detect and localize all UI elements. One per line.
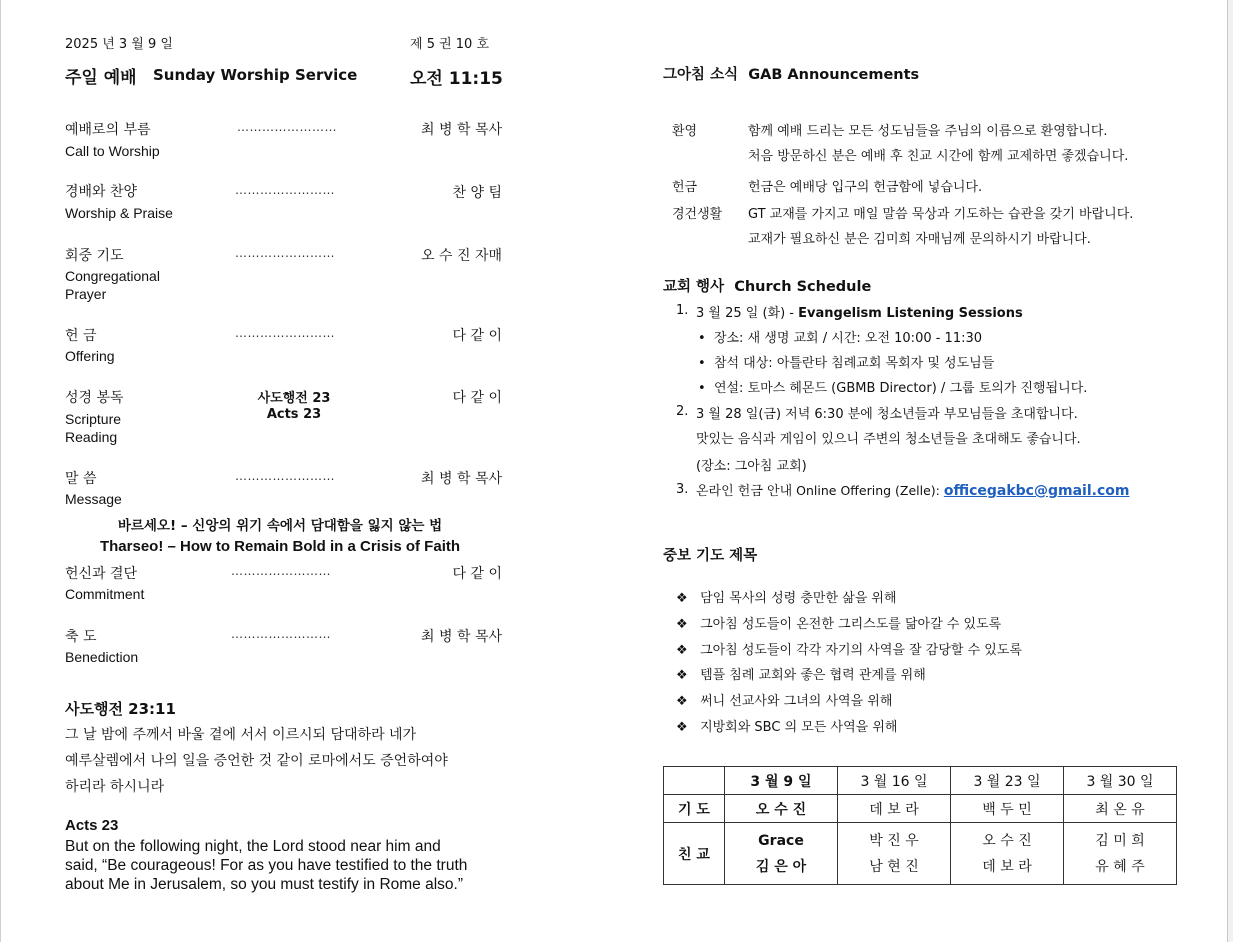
prayer-item: [676, 587, 897, 606]
service-time: 오전 11:15: [410, 69, 503, 89]
table-cell: [951, 823, 1064, 885]
table-date-cell: 3 월 23 일: [951, 767, 1064, 795]
verse-en-line: But on the following night, the Lord stood near him and: [65, 838, 441, 855]
order-leader: 최 병 학 목사: [421, 471, 502, 487]
verse-en-ref: Acts 23: [65, 817, 119, 834]
table-date-cell: 3 월 16 일: [838, 767, 951, 795]
order-ko: 축 도: [65, 629, 97, 645]
announcement-text: 헌금은 예배당 입구의 헌금함에 넣습니다.: [748, 180, 983, 195]
diamond-bullet-icon: ❖: [676, 720, 688, 735]
order-leader: 최 병 학 목사: [421, 122, 502, 138]
schedule-event: Evangelism Listening Sessions: [798, 306, 1023, 321]
order-dots: ……………………: [237, 120, 337, 134]
verse-ko-line: 예루살렘에서 나의 일을 증언한 것 같이 로마에서도 증언하여야: [65, 753, 448, 769]
announcements-title: [663, 63, 919, 84]
schedule-title: [663, 275, 871, 296]
table-cell-line: 남 현 진: [869, 858, 919, 875]
announcement-label: 환영: [672, 124, 698, 139]
order-dots: ……………………: [235, 326, 335, 340]
order-leader: 최 병 학 목사: [421, 629, 502, 645]
table-cell-line: 데 보 라: [982, 858, 1032, 875]
schedule-num: 3.: [676, 482, 689, 497]
duty-table: [663, 766, 1177, 885]
diamond-bullet-icon: ❖: [676, 591, 688, 606]
page-left-edge: [0, 0, 1, 942]
order-ko: 경배와 찬양: [65, 184, 138, 200]
service-title-ko: 주일 예배: [65, 68, 137, 88]
table-cell-line: 김 은 아: [755, 858, 807, 875]
table-cell-line: Grace: [758, 832, 804, 849]
schedule-item-3: [696, 480, 1129, 499]
table-cell-line: 박 진 우: [869, 832, 919, 849]
prayer-item: [676, 690, 892, 709]
order-ko: 헌 금: [65, 328, 97, 344]
table-row-label: 기 도: [664, 795, 725, 823]
announcement-label: 헌금: [672, 180, 698, 195]
schedule-item-2-line: (장소: 그아침 교회): [696, 459, 807, 474]
table-row: [664, 823, 1177, 885]
order-leader: 다 같 이: [452, 390, 502, 406]
order-en: Commitment: [65, 586, 145, 602]
verse-ko-line: 그 날 밤에 주께서 바울 곁에 서서 이르시되 담대하라 네가: [65, 727, 417, 743]
schedule-bullet-text: 연설: 토마스 헤몬드 (GBMB Director) / 그룹 토의가 진행됩니다.: [713, 381, 1088, 396]
schedule-bullet: • 장소: 새 생명 교회 / 시간: 오전 10:00 - 11:30: [698, 331, 983, 346]
order-ko: 성경 봉독: [65, 390, 124, 406]
table-cell: [1064, 823, 1177, 885]
offering-email-link[interactable]: officegakbc@gmail.com: [943, 483, 1130, 499]
table-cell: [838, 823, 951, 885]
sermon-title-en: Tharseo! – How to Remain Bold in a Crisis of Faith: [99, 538, 461, 555]
table-cell: 오 수 진: [725, 795, 838, 823]
prayer-item: [676, 613, 1001, 632]
prayer-item-text: 템플 침례 교회와 좋은 협력 관계를 위해: [700, 668, 926, 683]
order-en: Worship & Praise: [65, 205, 173, 221]
order-ko: 회중 기도: [65, 248, 124, 264]
announcements-title-en: GAB Announcements: [748, 67, 920, 83]
prayer-item-text: 써니 선교사와 그녀의 사역을 위해: [700, 694, 893, 709]
order-ko: 예배로의 부름: [65, 122, 151, 138]
table-row: [664, 795, 1177, 823]
table-row-label: 친 교: [664, 823, 725, 885]
table-cell-line: 김 미 희: [1095, 832, 1145, 849]
prayer-item-text: 그아침 성도들이 각각 자기의 사역을 잘 감당할 수 있도록: [700, 643, 1022, 658]
order-dots: ……………………: [231, 564, 331, 578]
table-header-row: [664, 767, 1177, 795]
order-dots: ……………………: [235, 246, 335, 260]
diamond-bullet-icon: ❖: [676, 668, 688, 683]
table-date-cell: 3 월 9 일: [725, 767, 838, 795]
order-en-line2: Prayer: [65, 286, 107, 302]
order-en-line2: Reading: [65, 429, 118, 445]
scripture-ref-ko: 사도행전 23: [257, 391, 331, 406]
order-en: Call to Worship: [65, 143, 160, 159]
schedule-item-1: [696, 302, 1023, 321]
prayer-item: [676, 639, 1022, 658]
order-en: Offering: [65, 348, 115, 364]
table-cell-line: 유 혜 주: [1095, 858, 1145, 875]
announcement-text: GT 교재를 가지고 매일 말씀 묵상과 기도하는 습관을 갖기 바랍니다.: [748, 207, 1134, 222]
order-en: Message: [65, 491, 122, 507]
order-dots: ……………………: [235, 469, 335, 483]
order-en: Scripture: [65, 411, 122, 427]
announcement-text: 처음 방문하신 분은 예배 후 친교 시간에 함께 교제하면 좋겠습니다.: [748, 149, 1129, 164]
schedule-item-2-line: 맛있는 음식과 게임이 있으니 주변의 청소년들을 초대해도 좋습니다.: [696, 432, 1081, 447]
order-en: Congregational: [65, 268, 160, 284]
table-cell: 백 두 민: [951, 795, 1064, 823]
sermon-title-ko: 바르세오! – 신앙의 위기 속에서 담대함을 잃지 않는 법: [117, 518, 443, 534]
diamond-bullet-icon: ❖: [676, 694, 688, 709]
scripture-ref-en: Acts 23: [266, 407, 322, 422]
announcements-title-ko: 그아침 소식: [663, 67, 739, 83]
order-ko: 헌신과 결단: [65, 566, 138, 582]
diamond-bullet-icon: ❖: [676, 643, 688, 658]
table-cell-line: 오 수 진: [982, 832, 1032, 849]
table-cell: [725, 823, 838, 885]
prayer-item-text: 담임 목사의 성령 충만한 삶을 위해: [700, 591, 897, 606]
table-corner-cell: [664, 767, 725, 795]
prayer-item: [676, 716, 897, 735]
prayer-item-text: 지방회와 SBC 의 모든 사역을 위해: [700, 720, 898, 735]
table-date-cell: 3 월 30 일: [1064, 767, 1177, 795]
announcement-text: 교재가 필요하신 분은 김미희 자매님께 문의하시기 바랍니다.: [748, 232, 1091, 247]
prayer-title: 중보 기도 제목: [663, 548, 758, 564]
table-cell: 데 보 라: [838, 795, 951, 823]
announcement-text: 함께 예배 드리는 모든 성도님들을 주님의 이름으로 환영합니다.: [748, 124, 1108, 139]
schedule-bullet-text: 참석 대상: 아틀란타 침례교회 목회자 및 성도님들: [713, 356, 995, 371]
prayer-item-text: 그아침 성도들이 온전한 그리스도를 닮아갈 수 있도록: [700, 617, 1002, 632]
bulletin-date: 2025 년 3 월 9 일: [65, 37, 173, 52]
order-ko: 말 씀: [65, 471, 97, 487]
diamond-bullet-icon: ❖: [676, 617, 688, 632]
verse-en-line: said, “Be courageous! For as you have testified to the truth: [65, 857, 468, 874]
prayer-item: [676, 664, 926, 683]
schedule-num: 2.: [676, 404, 689, 419]
verse-ko-ref: 사도행전 23:11: [65, 700, 176, 718]
schedule-title-ko: 교회 행사: [663, 279, 725, 295]
schedule-bullet-text: 장소: 새 생명 교회 / 시간: 오전 10:00 - 11:30: [713, 331, 983, 346]
schedule-date: 3 월 25 일 (화) -: [696, 306, 799, 321]
order-dots: ……………………: [231, 627, 331, 641]
verse-ko-line: 하리라 하시니라: [65, 779, 165, 795]
online-offering-ko: 온라인 헌금 안내: [696, 484, 793, 499]
online-offering-en: Online Offering (Zelle):: [792, 483, 944, 498]
schedule-bullet: • 연설: 토마스 헤몬드 (GBMB Director) / 그룹 토의가 진행됩니다.: [698, 381, 1088, 396]
schedule-item-2-line: 3 월 28 일(금) 저녁 6:30 분에 청소년들과 부모님들을 초대합니다.: [696, 407, 1078, 422]
order-leader: 다 같 이: [452, 566, 502, 582]
service-title-en: Sunday Worship Service: [153, 66, 358, 84]
schedule-title-en: Church Schedule: [734, 279, 872, 295]
schedule-bullet: • 참석 대상: 아틀란타 침례교회 목회자 및 성도님들: [698, 356, 995, 371]
announcement-label: 경건생활: [672, 207, 723, 222]
schedule-num: 1.: [676, 303, 689, 318]
order-dots: ……………………: [235, 183, 335, 197]
order-leader: 찬 양 팀: [452, 185, 502, 201]
verse-en-line: about Me in Jerusalem, so you must testify in Rome also.”: [65, 876, 463, 893]
table-cell: 최 온 유: [1064, 795, 1177, 823]
order-leader: 다 같 이: [452, 328, 502, 344]
order-leader: 오 수 진 자매: [421, 248, 502, 264]
bulletin-volume: 제 5 권 10 호: [410, 37, 490, 52]
page-right-edge: [1227, 0, 1233, 942]
order-en: Benediction: [65, 649, 139, 665]
